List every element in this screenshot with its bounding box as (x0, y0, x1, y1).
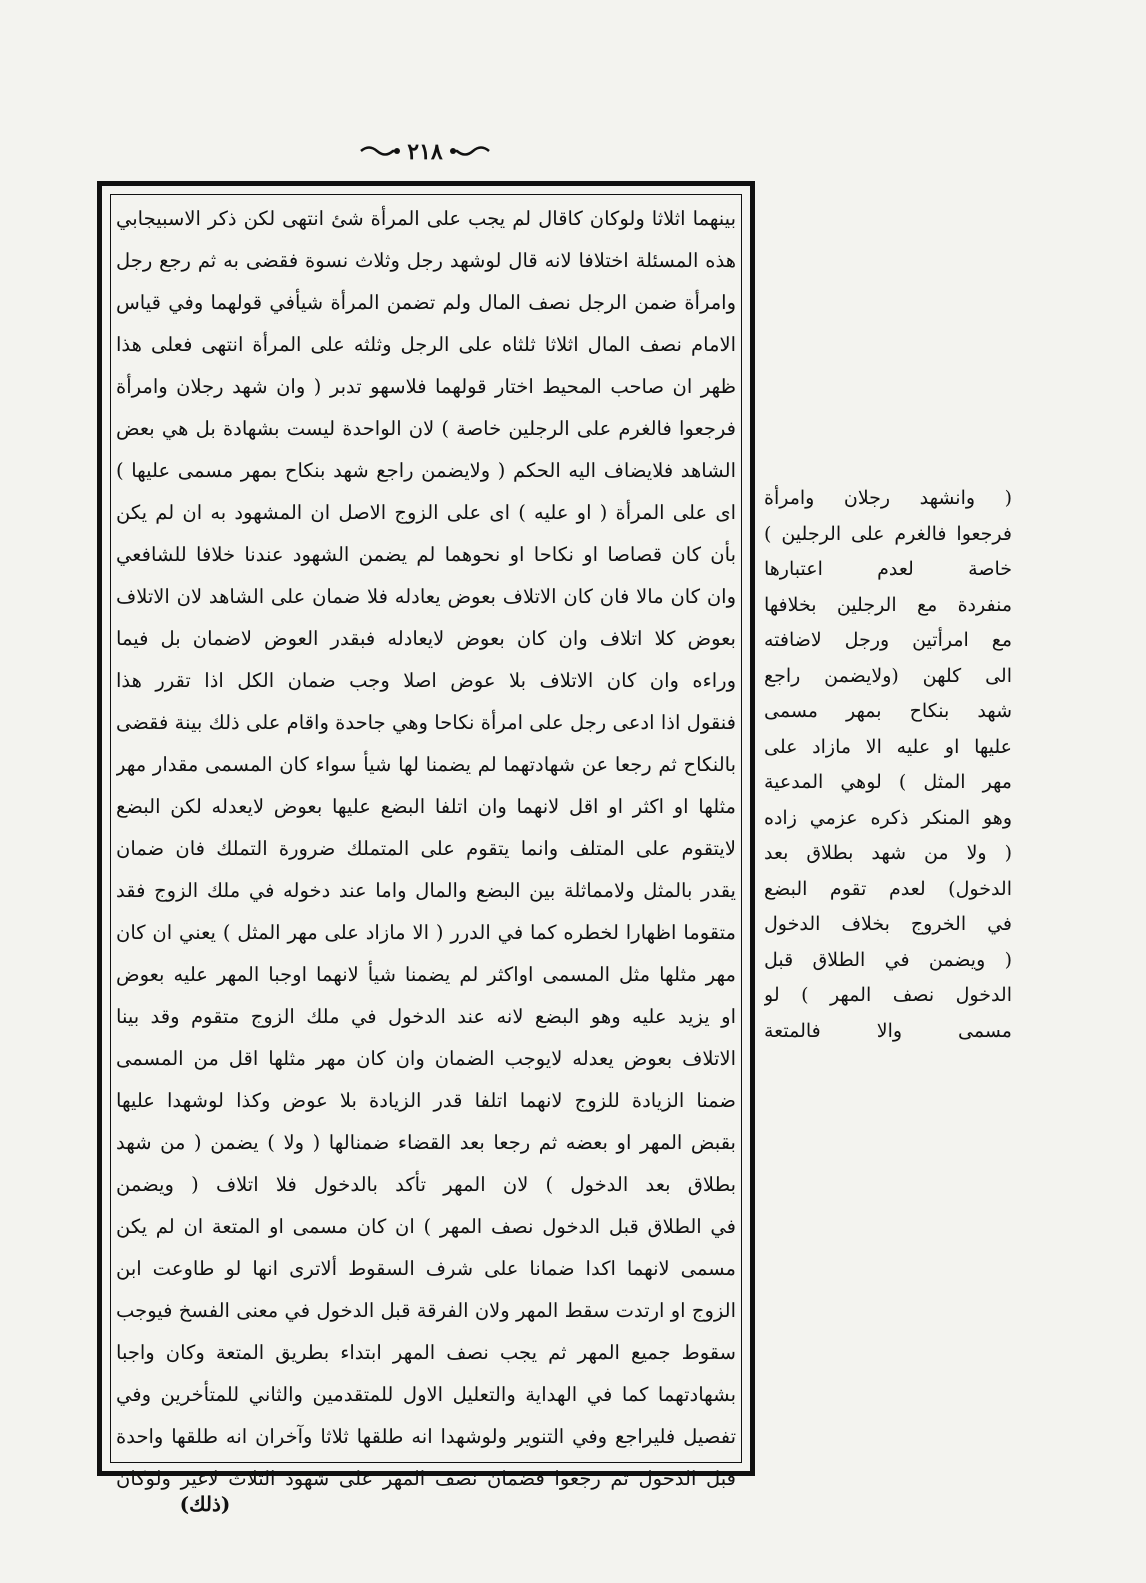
ornament-right-icon (449, 140, 491, 165)
main-text-line: هذه المسئلة اختلافا لانه قال لوشهد رجل وثلاث نسوة فقضى به ثم رجع رجل (116, 249, 736, 272)
margin-note-line: خاصة لعدم اعتبارها (764, 558, 1012, 580)
main-text-line: تفصيل فليراجع وفي التنوير ولوشهدا انه طلقها ثلاثا وآخران انه طلقها واحدة (116, 1425, 736, 1448)
main-text-line: بعوض كلا اتلاف وان كان بعوض لايعادله فبقدر العوض لاضمان بل فيما (116, 627, 736, 650)
main-text-line: وراءه وان كان الاتلاف بلا عوض اصلا وجب ضمان الكل اذا تقرر هذا (116, 669, 736, 692)
margin-note-line: مسمى والا فالمتعة (764, 1019, 1012, 1042)
main-text-line: بقبض المهر او بعضه ثم رجعا بعد القضاء ضمنالها ( ولا ) يضمن ( من شهد (116, 1131, 736, 1154)
main-text-line: الزوج او ارتدت سقط المهر ولان الفرقة قبل الدخول في معنى الفسخ فيوجب (116, 1299, 736, 1322)
main-text-line: سقوط جميع المهر ثم يجب نصف المهر ابتداء بطريق المتعة وكان واجبا (116, 1341, 736, 1364)
margin-note-line: ( وانشهد رجلان وامرأة (764, 487, 1012, 509)
margin-note-line: عليها او عليه الا مازاد على (764, 735, 1012, 758)
main-text-line: بشهادتهما كما في الهداية والتعليل الاول للمتقدمين والثاني للمتأخرين وفي (116, 1383, 736, 1406)
margin-commentary (764, 481, 1012, 1049)
margin-note-line: فرجعوا فالغرم على الرجلين ) (764, 522, 1012, 545)
main-text-line: وان كان مالا فان كان الاتلاف بعوض يعادله فلا ضمان على الشاهد لان الاتلاف (116, 585, 736, 608)
main-text-line: لايتقوم على المتلف وانما يتقوم على المتملك ضرورة التملك فان ضمان (116, 837, 736, 860)
main-text-line: مسمى لانهما اكدا ضمانا على شرف السقوط ألاترى انها لو طاوعت ابن (116, 1257, 736, 1280)
main-text-line: يقدر بالمثل ولامماثلة بين البضع والمال واما عند دخوله في ملك الزوج فقد (116, 879, 736, 902)
main-text-line: فرجعوا فالغرم على الرجلين خاصة ) لان الواحدة ليست بشهادة بل هي بعض (116, 417, 736, 440)
margin-note-line: ( ولا من شهد بطلاق بعد (764, 842, 1012, 864)
main-text-line: او يزيد عليه وهو البضع لانه عند الدخول في ملك الزوج متقوم وقد بينا (116, 1005, 736, 1028)
main-text-line: بطلاق بعد الدخول ) لان المهر تأكد بالدخول فلا اتلاف ( ويضمن (116, 1173, 736, 1196)
main-text-line: بينهما اثلاثا ولوكان كاقال لم يجب على المرأة شئ انتهى لكن ذكر الاسبيجابي (116, 207, 736, 230)
margin-note-line: منفردة مع الرجلين بخلافها (764, 593, 1012, 616)
margin-note-line: مهر المثل ) لوهي المدعية (764, 771, 1012, 793)
margin-note-line: وهو المنكر ذكره عزمي زاده (764, 806, 1012, 829)
margin-note-line: شهد بنكاح بمهر مسمى (764, 700, 1012, 722)
main-text-line: بأن كان قصاصا او نكاحا او نحوهما لم يضمن الشهود عندنا خلافا للشافعي (116, 543, 736, 566)
margin-note-line: الى كلهن (ولايضمن راجع (764, 664, 1012, 687)
main-text-block (116, 198, 736, 1500)
main-text-line: الاتلاف بعوض يعدله لايوجب الضمان وان كان مهر مثلها اقل من المسمى (116, 1047, 736, 1070)
main-text-line: متقوما اظهارا لخطره كما في الدرر ( الا مازاد على مهر المثل ) يعني ان كان (116, 921, 736, 944)
main-text-line: مثلها او اكثر او اقل لانهما وان اتلفا البضع عليها بعوض لايعدله لكن البضع (116, 795, 736, 818)
main-text-line: فنقول اذا ادعى رجل على امرأة نكاحا وهي جاحدة واقام على ذلك بينة فقضى (116, 711, 736, 734)
ornament-left-icon (359, 140, 401, 165)
margin-note-line: في الخروج بخلاف الدخول (764, 913, 1012, 935)
main-text-line: وامرأة ضمن الرجل نصف المال ولم تضمن المرأة شيأفي قولهما وفي قياس (116, 291, 736, 314)
margin-note-line: الدخول) لعدم تقوم البضع (764, 877, 1012, 900)
main-text-line: ظهر ان صاحب المحيط اختار قولهما فلاسهو تدبر ( وان شهد رجلان وامرأة (116, 375, 736, 398)
page-number: ٢١٨ (407, 139, 443, 165)
main-text-line: قبل الدخول ثم رجعوا فضمان نصف المهر على شهود الثلاث لاغير ولوكان (116, 1467, 736, 1490)
catchword: (ذلك) (179, 1492, 231, 1516)
main-text-line: بالنكاح ثم رجعا عن شهادتهما لم يضمنا لها شيأ سواء كان المسمى مقدار مهر (116, 753, 736, 776)
main-text-line: الشاهد فلايضاف اليه الحكم ( ولايضمن راجع شهد بنكاح بمهر مسمى عليها ) (116, 459, 736, 482)
margin-note-line: ( ويضمن في الطلاق قبل (764, 948, 1012, 971)
main-text-line: الامام نصف المال اثلاثا ثلثاه على الرجل وثلثه على المرأة انتهى فعلى هذا (116, 333, 736, 356)
main-text-line: في الطلاق قبل الدخول نصف المهر ) ان كان مسمى او المتعة ان لم يكن (116, 1215, 736, 1238)
margin-note-line: مع امرأتين ورجل لاضافته (764, 629, 1012, 651)
main-text-line: مهر مثلها مثل المسمى اواكثر لم يضمنا شيأ لانهما اوجبا المهر عليه بعوض (116, 963, 736, 986)
main-text-frame (97, 181, 755, 1490)
margin-note-line: الدخول نصف المهر ) لو (764, 984, 1012, 1006)
main-text-line: ضمنا الزيادة للزوج لانهما اتلفا قدر الزيادة بلا عوض وكذا لوشهدا عليها (116, 1089, 736, 1112)
main-text-line: اى على المرأة ( او عليه ) اى على الزوج الاصل ان المشهود به ان لم يكن (116, 501, 736, 524)
page-header (350, 132, 500, 172)
